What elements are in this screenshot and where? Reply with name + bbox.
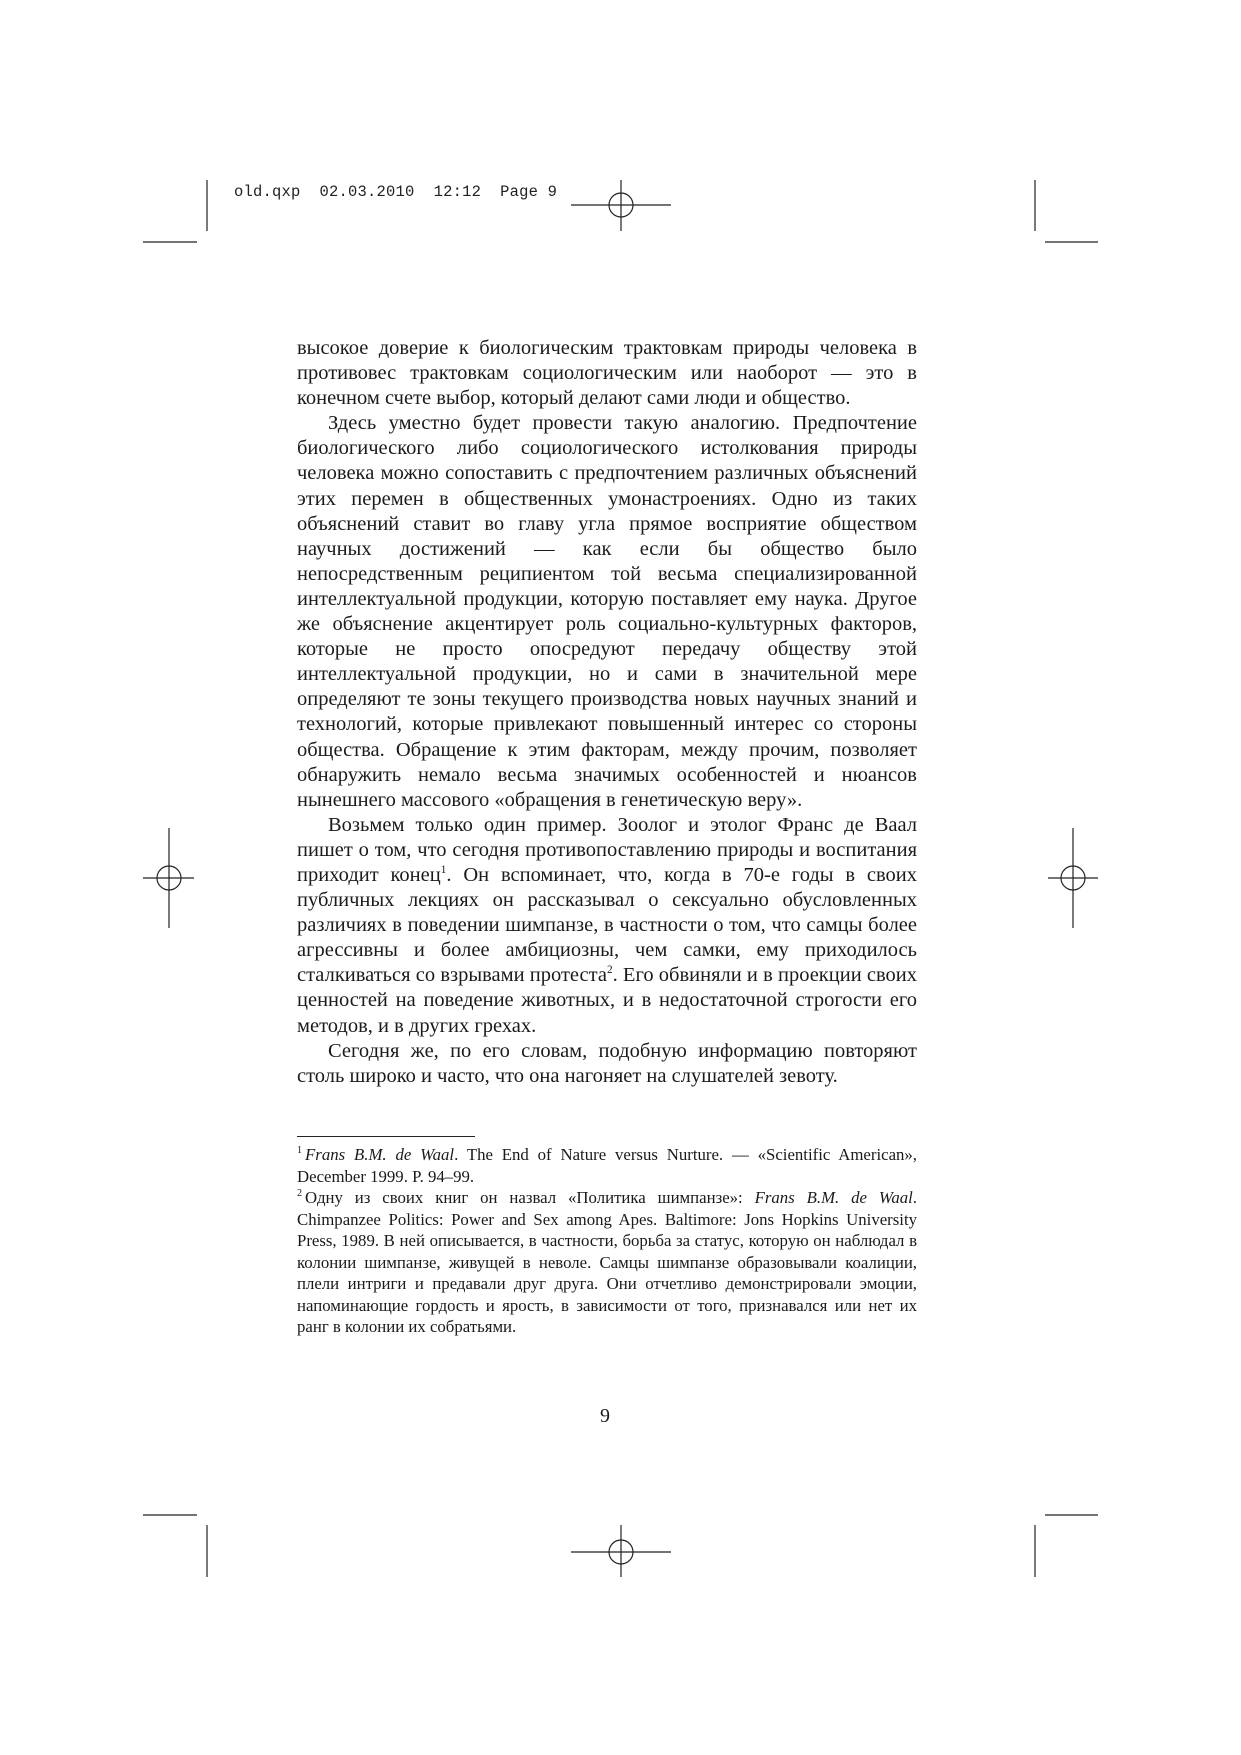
footnote-2-number: 2 [297,1188,303,1200]
footnote-1-text: . The End of Nature versus Nurture. — «Scientific American», December 1999. P. 94–99. [297,1145,917,1186]
slug-date: 02.03.2010 [319,183,415,201]
page-number: 9 [600,1405,610,1427]
paragraph-1: высокое доверие к биологическим трактовкам природы человека в противовес трактовкам социологическим или наоборот — это в конечном счете выбор, который делают сами люди и общество. [297,337,917,410]
paragraph-3-part-c: . Его обвиняли и в проекции своих ценностей на поведение животных, и в недостаточной строгости его методов, и в других грехах. [297,964,917,1037]
footnote-ref-1[interactable]: 1 [440,864,447,877]
paragraph-3-part-a: Возьмем только один пример. Зоолог и этолог Франс де Ваал пишет о том, что сегодня противопоставлению природы и воспитания приходит конец [297,813,917,886]
slug-page-label: Page 9 [500,183,558,201]
footnotes [297,1144,917,1338]
crop-mark-bottom-left [143,1515,207,1577]
footnote-1-number: 1 [297,1145,303,1157]
crop-mark-top-right [1035,180,1098,242]
registration-crosshair-icon [143,828,194,928]
slug-time: 12:12 [433,183,482,201]
crop-mark-top-left [143,180,207,242]
footnote-1-author: Frans B.M. de Waal [305,1145,455,1164]
body-text [297,336,917,1089]
footnote-ref-2[interactable]: 2 [606,964,613,977]
registration-crosshair-icon [571,180,671,231]
registration-crosshair-icon [1048,828,1098,928]
paragraph-4: Сегодня же, по его словам, подобную информацию повторяют столь широко и часто, что она нагоняет на слушателей зевоту. [297,1039,917,1087]
slug-filename: old.qxp [234,183,301,201]
footnote-2-text: . Chimpanzee Politics: Power and Sex among Apes. Baltimore: Jons Hopkins University Press, 1989. В ней описывается, в частности, борьба за статус, которую он наблюдал в колонии шимпанзе, живущей в неволе. Самцы шимпанзе образовывали коалиции, плели интриги и предавали друг друга. Они отчетливо демонстрировали эмоции, напоминающие гордость и ярость, в зависимости от того, признавался или нет их ранг в колонии их собратьями. [297,1188,917,1336]
footnote-separator [297,1136,475,1137]
footnote-2-pre: Одну из своих книг он назвал «Политика шимпанзе»: [305,1188,755,1207]
paragraph-3 [297,813,917,1039]
footnote-2 [297,1187,917,1338]
paragraph-2: Здесь уместно будет провести такую аналогию. Предпочтение биологического либо социологического истолкования природы человека можно сопоставить с предпочтением различных объяснений этих перемен в общественных умонастроениях. Одно из таких объяснений ставит во главу угла прямое восприятие обществом научных достижений — как если бы общество было непосредственным реципиентом той весьма специализированной интеллектуальной продукции, которую поставляет ему наука. Другое же объяснение акцентирует роль социально-культурных факторов, которые не просто опосредуют передачу обществу этой интеллектуальной продукции, но и сами в значительной мере определяют те зоны текущего производства новых научных знаний и технологий, которые привлекают повышенный интерес со стороны общества. Обращение к этим факторам, между прочим, позволяет обнаружить немало весьма значимых особенностей и нюансов нынешнего массового «обращения в генетическую веру». [297,412,917,811]
crop-mark-bottom-right [1035,1515,1098,1577]
paragraph-3-part-b: . Он вспоминает, что, когда в 70-е годы в своих публичных лекциях он рассказывал о сексуально обусловленных различиях в поведении шимпанзе, в частности о том, что самцы более агрессивны и более амбициозны, чем самки, ему приходилось сталкиваться со взрывами протеста [297,863,918,987]
footnote-1 [297,1144,917,1187]
registration-crosshair-icon [571,1525,671,1577]
footnote-2-author: Frans B.M. de Waal [754,1188,913,1207]
